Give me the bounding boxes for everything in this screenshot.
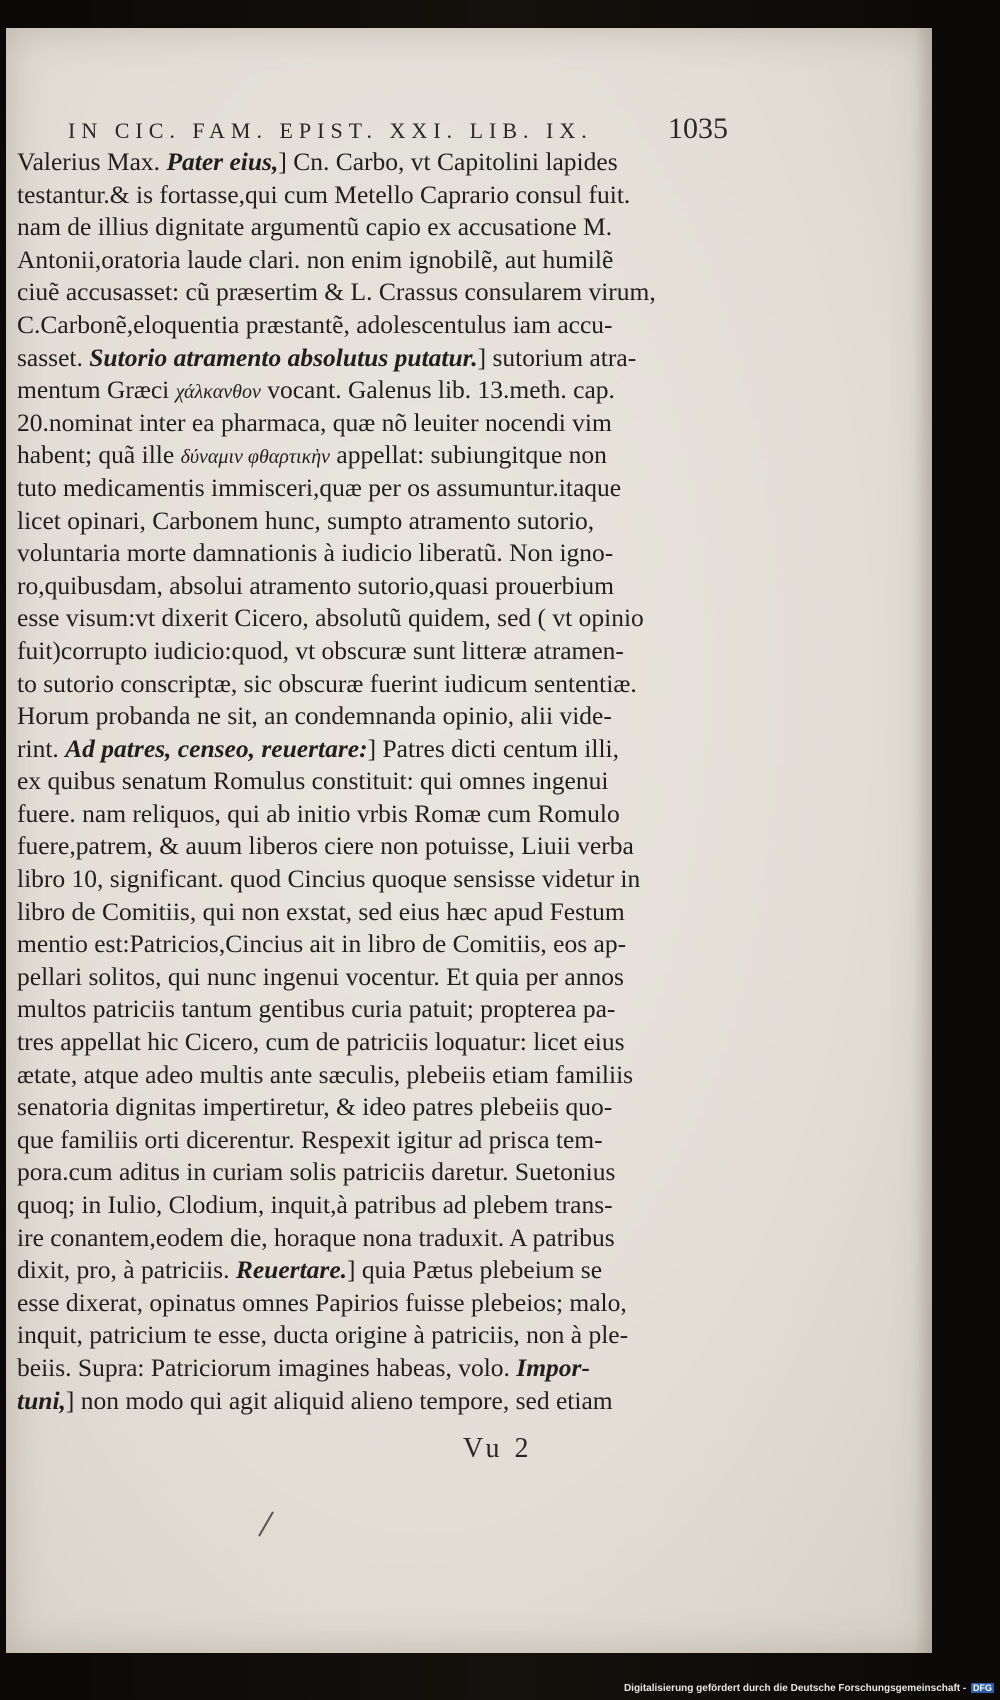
- line-text: pora.cum aditus in curiam solis patriciis daretur. Suetonius: [17, 1157, 616, 1187]
- line-text: fuere. nam reliquos, qui ab initio vrbis Romæ cum Romulo: [17, 798, 620, 828]
- text-line: [17, 602, 725, 635]
- text-line: [17, 733, 725, 766]
- text-line: [17, 863, 725, 896]
- line-text: esse dixerat, opinatus omnes Papirios fuisse plebeios; malo,: [17, 1287, 627, 1317]
- line-text: ] quia Pætus plebeium se: [347, 1255, 603, 1285]
- lemma-text: Sutorio atramento absolutus putatur.: [89, 342, 478, 372]
- line-text: beiis. Supra: Patriciorum imagines habeas, volo.: [17, 1352, 517, 1382]
- digitization-credit: [624, 1683, 994, 1694]
- body-text: [17, 146, 725, 1417]
- line-text: nam de illius dignitate argumentũ capio ex accusatione M.: [17, 212, 613, 242]
- text-line: [17, 537, 725, 570]
- text-line: [17, 244, 725, 277]
- line-text: habent; quã ille: [17, 440, 181, 470]
- lemma-text: Impor-: [516, 1352, 590, 1382]
- line-text: C.Carbonẽ,eloquentia præstantẽ, adolescentulus iam accu-: [17, 309, 613, 339]
- text-line: [17, 1254, 725, 1287]
- line-text: multos patriciis tantum gentibus curia patuit; propterea pa-: [17, 994, 616, 1024]
- text-line: [17, 1319, 725, 1352]
- page-edge-shadow: [914, 28, 932, 1653]
- line-text: libro 10, significant. quod Cincius quoque sensisse videtur in: [17, 864, 641, 894]
- text-line: [17, 928, 725, 961]
- line-text: tuto medicamentis immisceri,quæ per os assumuntur.itaque: [17, 472, 622, 502]
- greek-text: χάλκανθον: [175, 381, 261, 404]
- line-text: Antonii,oratoria laude clari. non enim ignobilẽ, aut humilẽ: [17, 244, 614, 274]
- text-line: [17, 896, 725, 929]
- text-line: [17, 1059, 725, 1092]
- text-line: [17, 1124, 725, 1157]
- text-line: [17, 179, 725, 212]
- line-text: licet opinari, Carbonem hunc, sumpto atramento sutorio,: [17, 505, 595, 535]
- line-text: voluntaria morte damnationis à iudicio liberatũ. Non igno-: [17, 538, 614, 568]
- lemma-text: Pater eius,: [166, 147, 279, 176]
- line-text: libro de Comitiis, qui non exstat, sed eius hæc apud Festum: [17, 896, 625, 926]
- text-line: [17, 407, 725, 440]
- line-text: ro,quibusdam, absolui atramento sutorio,quasi prouerbium: [17, 570, 615, 600]
- signature-mark: Vu 2: [463, 1433, 533, 1464]
- line-text: appellat: subiungitque non: [330, 440, 607, 470]
- text-line: [17, 635, 725, 668]
- text-line: [17, 1026, 725, 1059]
- text-line: [17, 1189, 725, 1222]
- line-text: rint.: [17, 733, 66, 763]
- line-text: Horum probanda ne sit, an condemnanda opinio, alii vide-: [17, 701, 612, 731]
- line-text: fuit)corrupto iudicio:quod, vt obscuræ sunt litteræ atramen-: [17, 635, 624, 665]
- line-text: ] non modo qui agit aliquid alieno tempore, sed etiam: [65, 1385, 613, 1415]
- line-text: testantur.& is fortasse,qui cum Metello Caprario consul fuit.: [17, 179, 631, 209]
- line-text: mentio est:Patricios,Cincius ait in libro de Comitiis, eos ap-: [17, 929, 627, 959]
- line-text: ] Cn. Carbo, vt Capitolini lapides: [278, 147, 618, 176]
- line-text: to sutorio conscriptæ, sic obscuræ fuerint iudicum sententiæ.: [17, 668, 637, 698]
- text-line: [17, 798, 725, 831]
- credit-text: Digitalisierung gefördert durch die Deutsche Forschungsgemeinschaft -: [623, 1683, 967, 1694]
- text-line: [17, 439, 725, 472]
- line-text: ire conantem,eodem die, horaque nona traduxit. A patribus: [17, 1222, 615, 1252]
- line-text: 20.nominat inter ea pharmaca, quæ nõ leuiter nocendi vim: [17, 407, 612, 437]
- text-line: [17, 830, 725, 863]
- line-text: esse visum:vt dixerit Cicero, absolutũ quidem, sed ( vt opinio: [17, 603, 644, 633]
- text-line: [17, 309, 725, 342]
- text-line: [17, 1091, 725, 1124]
- text-line: [17, 765, 725, 798]
- greek-text: δύναμιν φθαρτικὴν: [180, 446, 331, 469]
- line-text: pellari solitos, qui nunc ingenui vocentur. Et quia per annos: [17, 961, 624, 991]
- text-line: [17, 505, 725, 538]
- lemma-text: tuni,: [17, 1385, 66, 1415]
- line-text: que familiis orti dicerentur. Respexit igitur ad prisca tem-: [17, 1124, 603, 1154]
- line-text: fuere,patrem, & auum liberos ciere non potuisse, Liuii verba: [17, 831, 634, 861]
- line-text: mentum Græci: [17, 375, 176, 405]
- text-line: [17, 211, 725, 244]
- line-text: ex quibus senatum Romulus constituit: qui omnes ingenui: [17, 766, 609, 796]
- line-text: vocant. Galenus lib. 13.meth. cap.: [260, 375, 615, 405]
- dfg-logo: DFG: [973, 1683, 992, 1693]
- text-line: [17, 472, 725, 505]
- line-text: ciuẽ accusasset: cũ præsertim & L. Crassus consularem virum,: [17, 277, 656, 307]
- text-line: [17, 276, 725, 309]
- lemma-text: Ad patres, censeo, reuertare:: [65, 733, 368, 763]
- text-line: [17, 700, 725, 733]
- line-text: sasset.: [17, 342, 90, 372]
- text-line: [17, 342, 725, 375]
- text-line: [17, 374, 725, 407]
- line-text: ] Patres dicti centum illi,: [367, 733, 620, 763]
- line-text: ætate, atque adeo multis ante sæculis, plebeiis etiam familiis: [17, 1059, 634, 1089]
- line-text: dixit, pro, à patriciis.: [17, 1255, 236, 1285]
- text-line: [17, 570, 725, 603]
- line-text: inquit, patricium te esse, ducta origine à patriciis, non à ple-: [17, 1320, 629, 1350]
- line-text: Valerius Max.: [17, 147, 167, 176]
- text-line: [17, 1287, 725, 1320]
- text-line: [17, 146, 725, 179]
- line-text: ] sutorium atra-: [477, 342, 637, 372]
- line-text: quoq; in Iulio, Clodium, inquit,à patribus ad plebem trans-: [17, 1190, 613, 1219]
- running-head: IN CIC. FAM. EPIST. XXI. LIB. IX.: [68, 118, 593, 143]
- line-text: tres appellat hic Cicero, cum de patriciis loquatur: licet eius: [17, 1027, 625, 1057]
- text-line: [17, 1156, 725, 1189]
- page-number: 1035: [668, 112, 728, 145]
- lemma-text: Reuertare.: [235, 1255, 348, 1285]
- text-line: [17, 1222, 725, 1255]
- text-line: [17, 668, 725, 701]
- text-line: [17, 1352, 725, 1385]
- text-line: [17, 961, 725, 994]
- text-line: [17, 1385, 725, 1418]
- text-line: [17, 993, 725, 1026]
- line-text: senatoria dignitas impertiretur, & ideo patres plebeiis quo-: [17, 1092, 613, 1122]
